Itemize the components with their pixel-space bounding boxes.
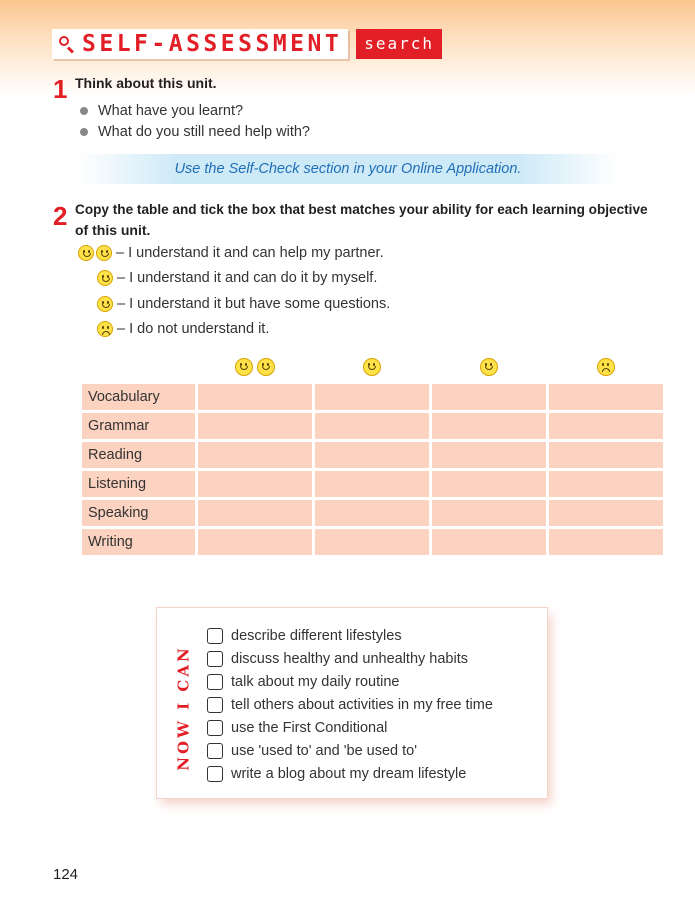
item-text: discuss healthy and unhealthy habits xyxy=(231,650,468,667)
item-text: talk about my daily routine xyxy=(231,673,400,690)
smiley-icon xyxy=(78,245,94,261)
smiley-icon xyxy=(257,358,275,376)
now-i-can-label: NOW I CAN xyxy=(175,645,193,771)
smiley-group xyxy=(97,296,113,312)
section-1-heading: Think about this unit. xyxy=(75,75,217,91)
tick-box[interactable] xyxy=(198,471,312,497)
tick-box[interactable] xyxy=(198,413,312,439)
header-title: SELF-ASSESSMENT xyxy=(82,31,343,57)
header-title-bar xyxy=(52,29,348,59)
key-text: – I understand it and can do it by myself. xyxy=(117,270,378,286)
tick-box[interactable] xyxy=(315,413,429,439)
key-row-by-myself xyxy=(97,270,377,286)
item-text: write a blog about my dream lifestyle xyxy=(231,765,467,782)
section-2-heading xyxy=(75,199,665,241)
item-text: use the First Conditional xyxy=(231,719,388,736)
table-row xyxy=(82,442,663,468)
table-row xyxy=(82,529,663,555)
sad-face-group xyxy=(97,321,113,337)
tick-box[interactable] xyxy=(549,384,663,410)
bullet-item: What do you still need help with? xyxy=(80,122,310,143)
table-row xyxy=(82,500,663,526)
page-number: 124 xyxy=(53,866,79,883)
now-i-can-box xyxy=(157,608,547,798)
tick-box[interactable] xyxy=(432,500,546,526)
smiley-icon xyxy=(97,296,113,312)
checkbox[interactable] xyxy=(207,674,223,690)
smiley-icon xyxy=(97,270,113,286)
tick-box[interactable] xyxy=(549,500,663,526)
tick-box[interactable] xyxy=(315,384,429,410)
double-smiley-icon xyxy=(78,245,112,261)
smiley-icon xyxy=(480,358,498,376)
section-header xyxy=(52,28,442,60)
section-1-number: 1 xyxy=(53,74,68,104)
online-app-banner: Use the Self-Check section in your Online Application. xyxy=(78,154,618,184)
row-label: Writing xyxy=(82,529,195,555)
tick-box[interactable] xyxy=(432,471,546,497)
smiley-group xyxy=(97,270,113,286)
key-row-not-understand xyxy=(97,321,269,337)
item-text: use 'used to' and 'be used to' xyxy=(231,742,418,759)
checkbox[interactable] xyxy=(207,743,223,759)
key-text: – I do not understand it. xyxy=(117,321,270,337)
bullet-item: What have you learnt? xyxy=(80,101,310,122)
checkbox[interactable] xyxy=(207,628,223,644)
sad-face-icon xyxy=(97,321,113,337)
checkbox[interactable] xyxy=(207,697,223,713)
smiley-icon xyxy=(235,358,253,376)
column-header-help-partner xyxy=(198,357,312,381)
table-row xyxy=(82,413,663,439)
tick-box[interactable] xyxy=(549,529,663,555)
tick-box[interactable] xyxy=(432,413,546,439)
tick-box[interactable] xyxy=(198,384,312,410)
tick-box[interactable] xyxy=(315,529,429,555)
list-item xyxy=(207,693,493,716)
section-1-bullets xyxy=(80,101,310,143)
column-header-by-myself xyxy=(315,357,429,381)
tick-box[interactable] xyxy=(432,529,546,555)
checkbox[interactable] xyxy=(207,651,223,667)
sad-face-icon xyxy=(597,358,615,376)
tick-box[interactable] xyxy=(549,471,663,497)
tick-box[interactable] xyxy=(198,442,312,468)
list-item xyxy=(207,670,493,693)
row-label: Speaking xyxy=(82,500,195,526)
key-text: – I understand it and can help my partner. xyxy=(116,245,384,261)
column-header-not-understand xyxy=(549,357,663,381)
table-row xyxy=(82,384,663,410)
section-2-number: 2 xyxy=(53,201,68,231)
key-row-help-partner xyxy=(78,245,384,261)
table-row xyxy=(82,471,663,497)
section-2-heading-line: Copy the table and tick the box that best matches your ability for each learning objective xyxy=(75,202,648,217)
now-i-can-label-wrap xyxy=(169,645,199,771)
tick-box[interactable] xyxy=(432,442,546,468)
tick-box[interactable] xyxy=(198,500,312,526)
table-corner xyxy=(82,357,195,381)
tick-box[interactable] xyxy=(432,384,546,410)
now-i-can-list xyxy=(207,624,493,785)
row-label: Grammar xyxy=(82,413,195,439)
smiley-icon xyxy=(96,245,112,261)
list-item xyxy=(207,762,493,785)
checkbox[interactable] xyxy=(207,720,223,736)
tick-box[interactable] xyxy=(549,442,663,468)
list-item xyxy=(207,624,493,647)
tick-box[interactable] xyxy=(549,413,663,439)
tick-box[interactable] xyxy=(315,500,429,526)
row-label: Reading xyxy=(82,442,195,468)
tick-box[interactable] xyxy=(198,529,312,555)
tick-box[interactable] xyxy=(315,442,429,468)
checkbox[interactable] xyxy=(207,766,223,782)
item-text: describe different lifestyles xyxy=(231,627,402,644)
section-2-heading-line: of this unit. xyxy=(75,222,151,238)
list-item xyxy=(207,739,493,762)
table-header-row xyxy=(82,357,663,381)
tick-box[interactable] xyxy=(315,471,429,497)
column-header-some-questions xyxy=(432,357,546,381)
key-row-some-questions xyxy=(97,296,390,312)
row-label: Vocabulary xyxy=(82,384,195,410)
list-item xyxy=(207,716,493,739)
smiley-icon xyxy=(363,358,381,376)
item-text: tell others about activities in my free time xyxy=(231,696,493,713)
self-assessment-table xyxy=(79,354,666,558)
search-tag[interactable]: search xyxy=(356,29,442,59)
key-text: – I understand it but have some questions. xyxy=(117,296,391,312)
magnifier-icon xyxy=(58,35,76,53)
row-label: Listening xyxy=(82,471,195,497)
list-item xyxy=(207,647,493,670)
